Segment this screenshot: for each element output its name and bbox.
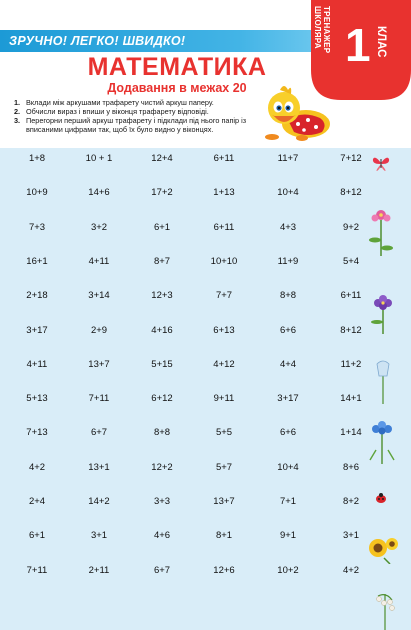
problem-expression: 12+2: [151, 461, 173, 473]
problem-expression: 10+4: [277, 461, 299, 473]
problem-expression: 10+2: [277, 564, 299, 576]
problem-row: [0, 187, 362, 199]
problem-expression: 9+1: [279, 530, 297, 542]
problem-expression: 10+4: [277, 187, 299, 199]
problem-expression: 1+8: [28, 153, 46, 164]
problem-expression: 8+12: [340, 324, 362, 336]
instruction-item: [14, 98, 269, 107]
problem-expression: 3+1: [342, 530, 360, 542]
problem-expression: 2+18: [26, 290, 48, 302]
problem-expression: 4+4: [279, 358, 297, 370]
problem-expression: 7+11: [26, 564, 48, 576]
problem-expression: 2+4: [28, 496, 46, 507]
problems-grid: [0, 148, 411, 630]
problem-expression: 7+1: [279, 496, 297, 507]
problem-row: [0, 530, 362, 542]
problem-row: [0, 462, 362, 474]
problem-expression: 14+2: [88, 496, 110, 507]
problem-expression: 2+11: [88, 564, 110, 576]
problem-expression: 8+1: [215, 530, 233, 542]
instruction-number: 3.: [14, 116, 21, 125]
problem-expression: 7+3: [28, 221, 46, 233]
problem-expression: 8+8: [279, 290, 297, 302]
problem-expression: 6+11: [213, 221, 235, 233]
problem-expression: 14+1: [340, 393, 362, 405]
problem-expression: 5+7: [215, 461, 233, 473]
problem-expression: 3+17: [277, 393, 299, 405]
problem-expression: 8+12: [340, 187, 362, 199]
problem-expression: 11+7: [277, 153, 299, 164]
problem-expression: 11+9: [277, 255, 299, 267]
problem-expression: 7+11: [88, 393, 110, 405]
problem-expression: 7+13: [26, 427, 48, 439]
problem-row: [0, 153, 362, 165]
problem-expression: 6+11: [340, 290, 362, 302]
problem-expression: 13+1: [88, 461, 110, 473]
problem-row: [0, 222, 362, 234]
problem-expression: 6+7: [90, 427, 108, 439]
problem-expression: 3+17: [26, 324, 48, 336]
problem-expression: 10+9: [26, 187, 48, 199]
problem-expression: 8+6: [342, 461, 360, 473]
problem-expression: 9+11: [213, 393, 235, 405]
grade-label: КЛАС: [375, 26, 387, 58]
problem-expression: 12+6: [213, 564, 235, 576]
problem-expression: 8+2: [342, 496, 360, 507]
problem-expression: 6+6: [279, 427, 297, 439]
series-label: ТРЕНАЖЕР ШКОЛЯРА: [313, 6, 331, 54]
problem-expression: 6+11: [213, 153, 235, 164]
tagline-bar: ЗРУЧНО! ЛЕГКО! ШВИДКО!: [0, 30, 342, 52]
problem-expression: 1+13: [213, 187, 235, 199]
problem-expression: 3+1: [90, 530, 108, 542]
problem-expression: 14+6: [88, 187, 110, 199]
problem-expression: 5+4: [342, 255, 360, 267]
instruction-number: 1.: [14, 98, 21, 107]
page-title: МАТЕМАТИКА: [87, 53, 267, 81]
problem-expression: 5+15: [151, 358, 173, 370]
problem-row: [0, 290, 362, 302]
problem-row: [0, 359, 362, 371]
instruction-text: Перегорни перший аркуш трафарету і підклади під нього папір із вписаними цифрами так, щоб їх було видно у віконцях.: [26, 116, 247, 134]
instruction-text: Вклади між аркушами трафарету чистий аркуш паперу.: [26, 98, 214, 107]
instruction-item: [14, 116, 269, 134]
problem-expression: 4+3: [279, 221, 297, 233]
problem-expression: 2+9: [90, 324, 108, 336]
instruction-number: 2.: [14, 107, 21, 116]
problem-expression: 12+4: [151, 153, 173, 164]
problem-row: [0, 256, 362, 268]
problem-expression: 4+16: [151, 324, 173, 336]
page-subtitle: Додавання в межах 20: [107, 81, 247, 95]
problem-expression: 3+2: [90, 221, 108, 233]
problem-expression: 8+7: [153, 255, 171, 267]
problem-expression: 7+12: [340, 153, 362, 164]
problem-expression: 6+13: [213, 324, 235, 336]
problem-expression: 6+12: [151, 393, 173, 405]
problem-expression: 4+12: [213, 358, 235, 370]
problem-row: [0, 496, 362, 508]
header: [0, 0, 411, 148]
problem-expression: 11+2: [340, 358, 362, 370]
problem-expression: 10 + 1: [85, 153, 113, 164]
problem-row: [0, 565, 362, 577]
problem-expression: 16+1: [26, 255, 48, 267]
problem-expression: 10+10: [210, 255, 238, 267]
problem-expression: 9+2: [342, 221, 360, 233]
problem-expression: 6+7: [153, 564, 171, 576]
lily-of-the-valley-icon: [370, 590, 400, 630]
problem-expression: 3+14: [88, 290, 110, 302]
problem-expression: 6+1: [153, 221, 171, 233]
problem-row: [0, 427, 362, 439]
problem-expression: 5+13: [26, 393, 48, 405]
problem-expression: 13+7: [213, 496, 235, 507]
problem-expression: 1+14: [340, 427, 362, 439]
problem-expression: 8+8: [153, 427, 171, 439]
instruction-item: [14, 107, 269, 116]
problem-expression: 6+6: [279, 324, 297, 336]
grade-number: 1: [345, 19, 371, 71]
problem-expression: 4+2: [342, 564, 360, 576]
problem-expression: 4+6: [153, 530, 171, 542]
problem-expression: 12+3: [151, 290, 173, 302]
problem-expression: 7+7: [215, 290, 233, 302]
instructions-list: [14, 98, 269, 134]
problem-expression: 4+11: [26, 358, 48, 370]
instruction-text: Обчисли вираз і впиши у віконця трафарету відповіді.: [26, 107, 209, 116]
problem-expression: 5+5: [215, 427, 233, 439]
problem-row: [0, 325, 362, 337]
problem-expression: 4+2: [28, 461, 46, 473]
problem-expression: 6+1: [28, 530, 46, 542]
problem-row: [0, 393, 362, 405]
problem-expression: 4+11: [88, 255, 110, 267]
problem-expression: 13+7: [88, 358, 110, 370]
problem-expression: 3+3: [153, 496, 171, 507]
problem-expression: 17+2: [151, 187, 173, 199]
